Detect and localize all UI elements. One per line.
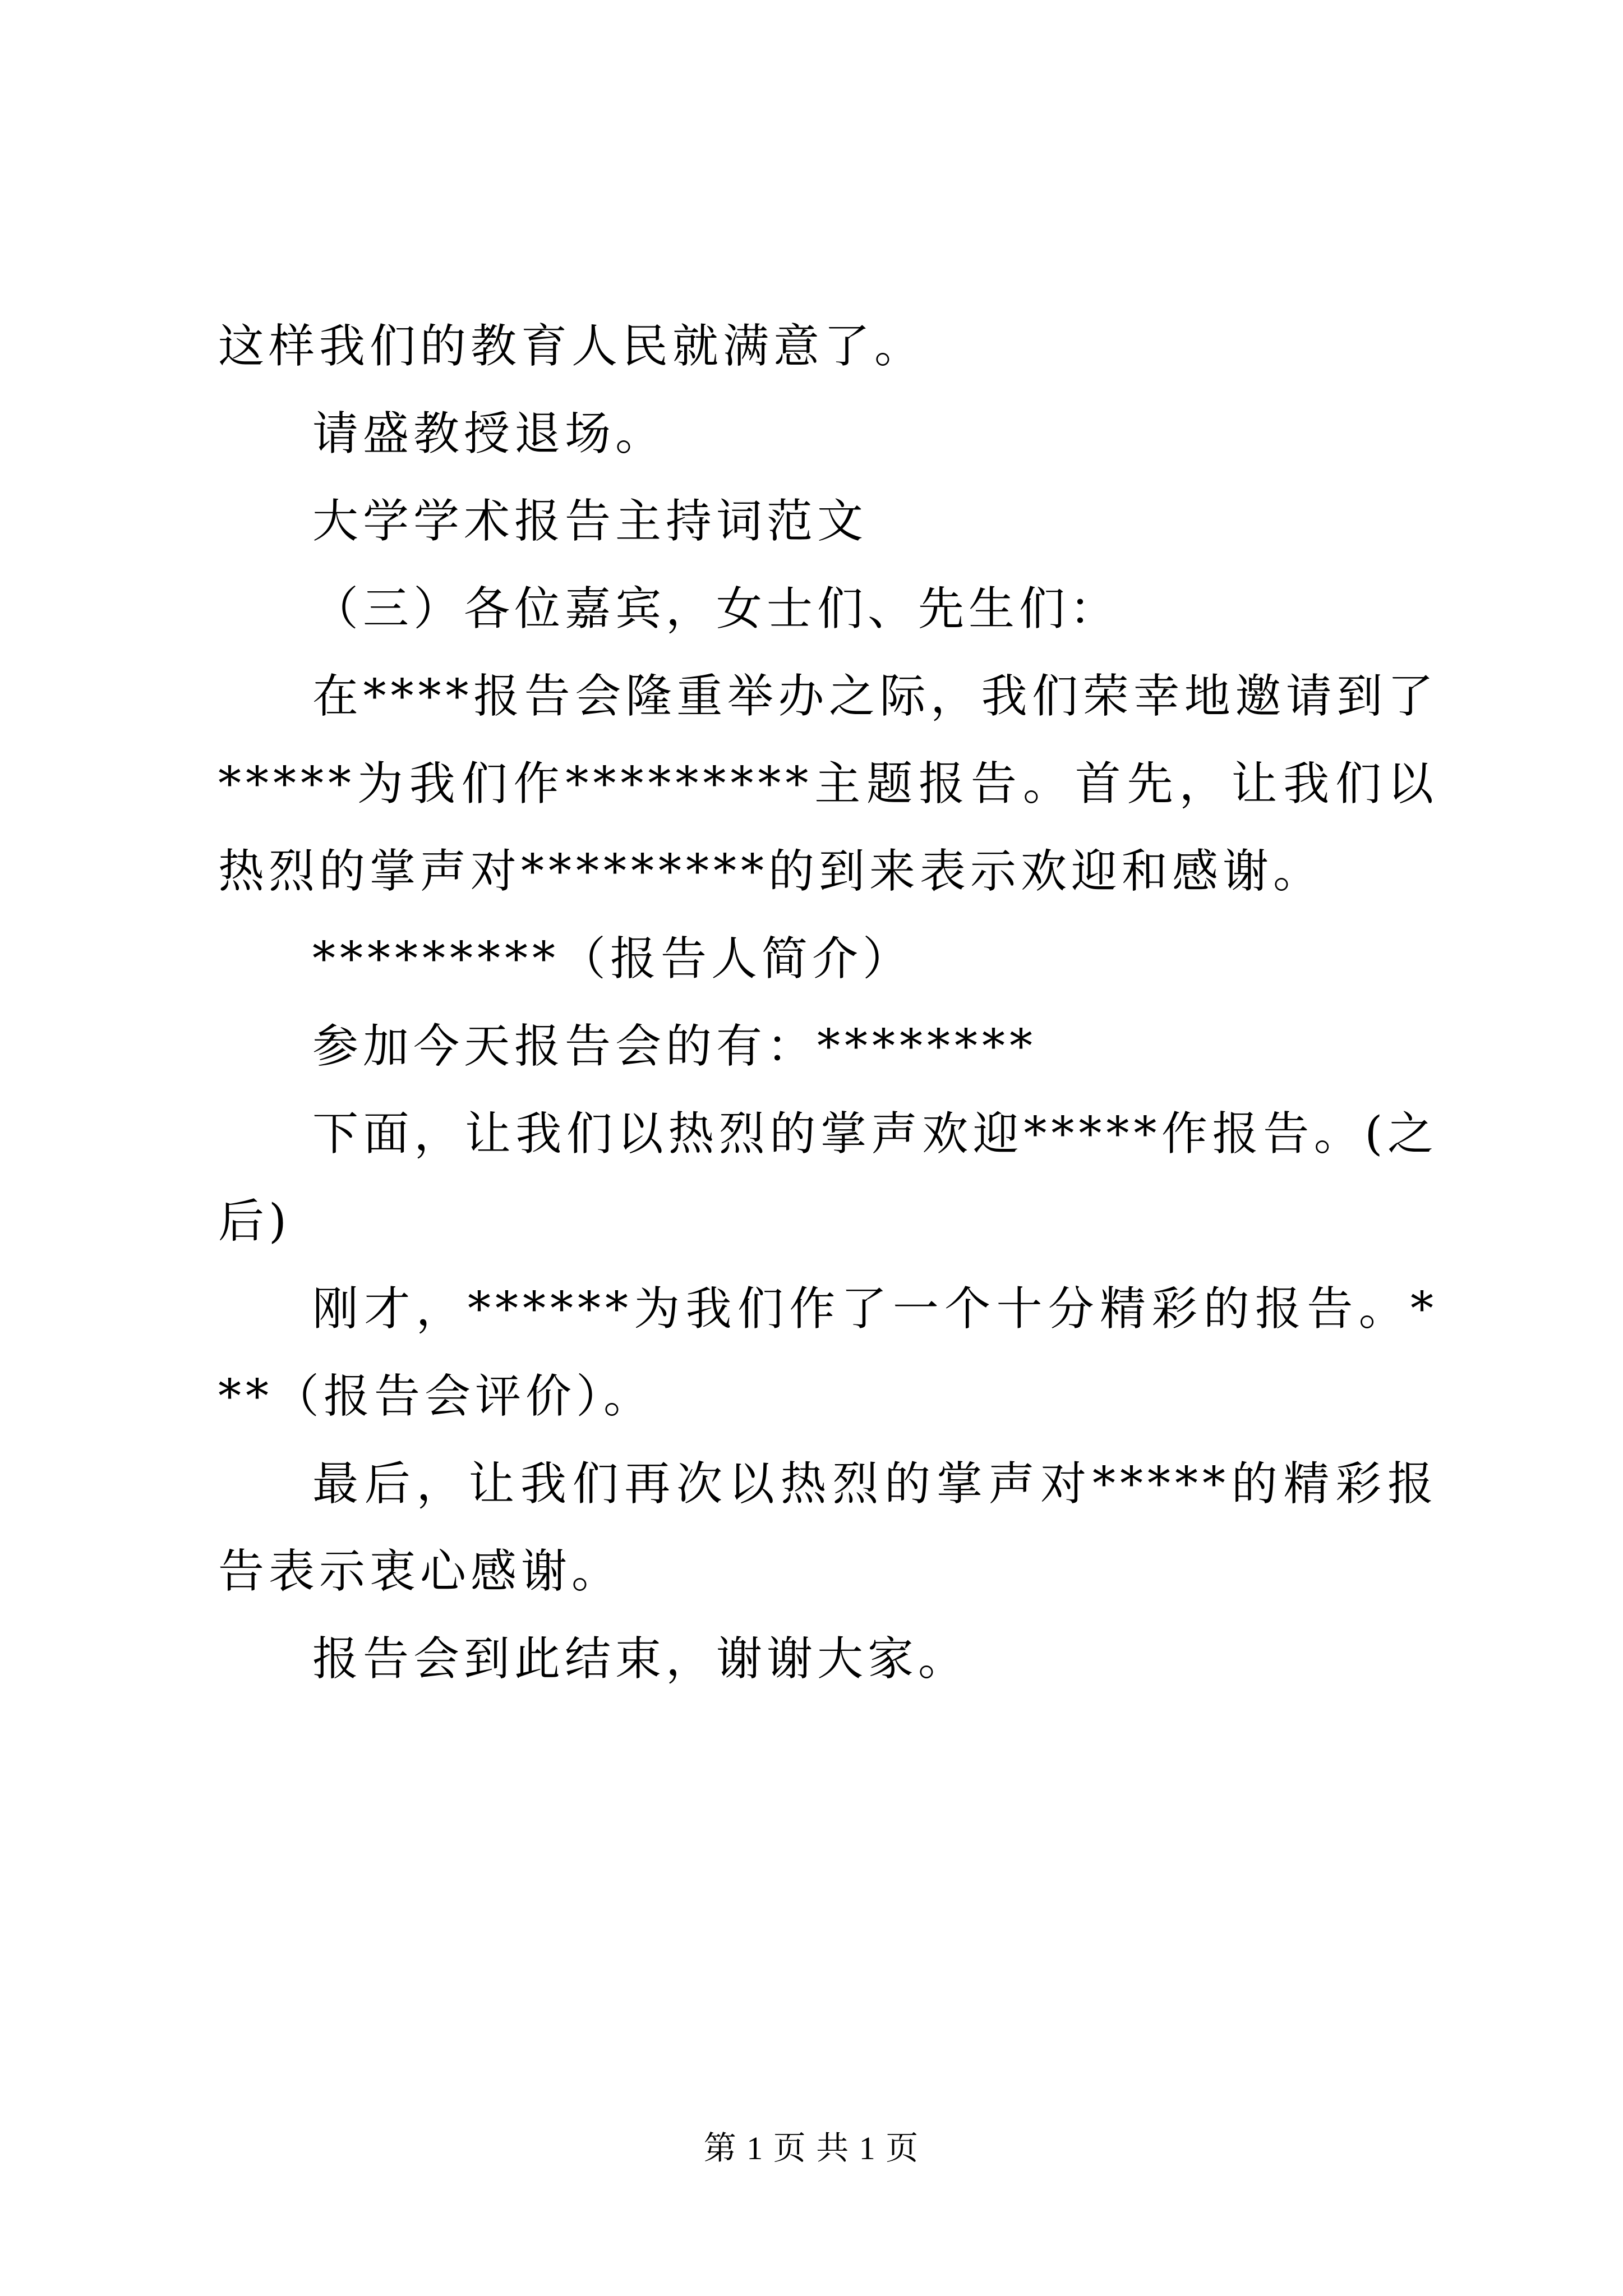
paragraph-evaluation: 刚才，******为我们作了一个十分精彩的报告。***（报告会评价）。: [218, 1282, 1438, 1423]
section-title: 大学学术报告主持词范文: [312, 495, 868, 548]
paragraph-professor-exit: 请盛教授退场。: [312, 407, 666, 461]
paragraph-opening: 在****报告会隆重举办之际，我们荣幸地邀请到了*****为我们作*********主题报告。首先，让我们以热烈的掌声对*********的到来表示欢迎和感谢。: [218, 670, 1438, 898]
paragraph-thanks: 最后，让我们再次以热烈的掌声对*****的精彩报告表示衷心感谢。: [218, 1457, 1438, 1598]
paragraph-welcome-speaker: 下面，让我们以热烈的掌声欢迎*****作报告。(之后): [218, 1107, 1438, 1248]
paragraph-continuation: 这样我们的教育人民就满意了。: [218, 320, 925, 373]
page-number-footer: 第 1 页 共 1 页: [703, 2130, 920, 2166]
paragraph-closing: 报告会到此结束，谢谢大家。: [312, 1632, 969, 1686]
paragraph-attendees: 参加今天报告会的有：********: [312, 1020, 1038, 1073]
document-body: [218, 303, 1438, 1703]
paragraph-greeting: （三）各位嘉宾，女士们、先生们：: [312, 582, 1121, 636]
paragraph-speaker-intro: *********（报告人简介）: [312, 932, 914, 986]
